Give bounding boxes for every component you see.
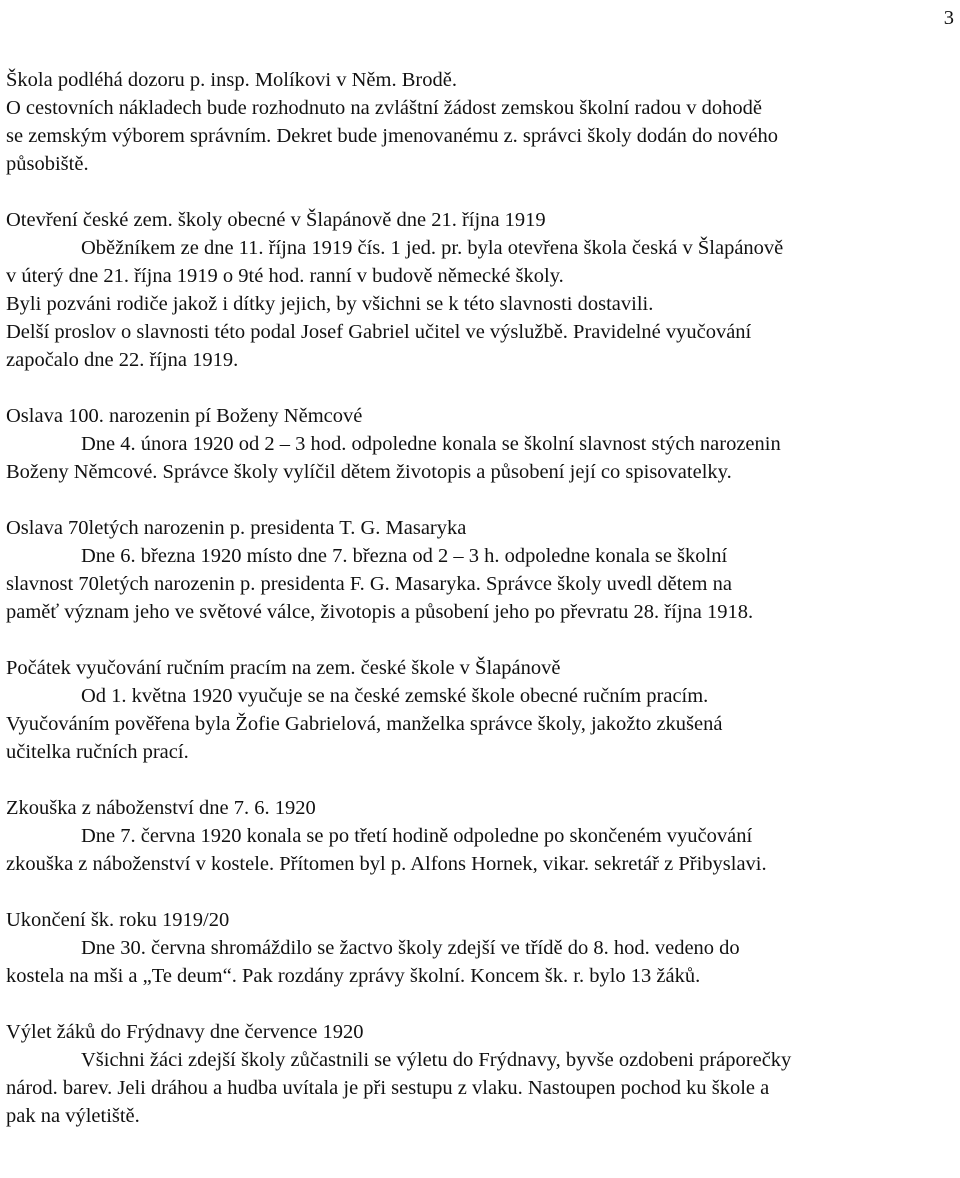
text-line: pak na výletiště. (6, 1105, 140, 1127)
section-heading: Oslava 70letých narozenin p. presidenta T. G. Masaryka (6, 517, 467, 539)
intro-paragraph (6, 66, 958, 178)
section-heading: Otevření české zem. školy obecné v Šlapánově dne 21. října 1919 (6, 209, 546, 231)
text-line: učitelka ručních prací. (6, 741, 189, 763)
section-handicraft-teaching (6, 654, 958, 766)
text-line: Dne 30. června shromáždilo se žactvo školy zdejší ve třídě do 8. hod. vedeno do (81, 937, 740, 959)
section-heading: Počátek vyučování ručním pracím na zem. české škole v Šlapánově (6, 657, 561, 679)
section-trip-frydnava (6, 1018, 958, 1130)
text-line: v úterý dne 21. října 1919 o 9té hod. ranní v budově německé školy. (6, 265, 564, 287)
text-line: slavnost 70letých narozenin p. presidenta F. G. Masaryka. Správce školy uvedl dětem na (6, 573, 732, 595)
text-line: Vyučováním pověřena byla Žofie Gabrielová, manželka správce školy, jakožto zkušená (6, 713, 723, 735)
text-line: se zemským výborem správním. Dekret bude jmenovanému z. správci školy dodán do nového (6, 125, 778, 147)
text-line: zkouška z náboženství v kostele. Přítomen byl p. Alfons Hornek, vikar. sekretář z Přibyslavi. (6, 853, 767, 875)
text-line: národ. barev. Jeli dráhou a hudba uvítala je při sestupu z vlaku. Nastoupen pochod ku škole a (6, 1077, 770, 1099)
text-line: Dne 4. února 1920 od 2 – 3 hod. odpoledne konala se školní slavnost stých narozenin (81, 433, 781, 455)
text-line: Dne 6. března 1920 místo dne 7. března od 2 – 3 h. odpoledne konala se školní (81, 545, 728, 567)
section-school-year-end (6, 906, 958, 990)
text-line: O cestovních nákladech bude rozhodnuto na zvláštní žádost zemskou školní radou v dohodě (6, 97, 763, 119)
document-body (6, 66, 958, 1158)
section-heading: Výlet žáků do Frýdnavy dne července 1920 (6, 1021, 364, 1043)
text-line: Delší proslov o slavnosti této podal Josef Gabriel učitel ve výslužbě. Pravidelné vyučování (6, 321, 752, 343)
section-heading: Ukončení šk. roku 1919/20 (6, 909, 230, 931)
text-line: paměť význam jeho ve světové válce, životopis a působení jeho po převratu 28. října 1918. (6, 601, 754, 623)
text-line: Všichni žáci zdejší školy zůčastnili se výletu do Frýdnavy, byvše ozdobeni práporečky (81, 1049, 792, 1071)
text-line: Dne 7. června 1920 konala se po třetí hodině odpoledne po skončeném vyučování (81, 825, 753, 847)
section-opening-school (6, 206, 958, 374)
text-line: Byli pozváni rodiče jakož i dítky jejich, by všichni se k této slavnosti dostavili. (6, 293, 654, 315)
text-line: Od 1. května 1920 vyučuje se na české zemské škole obecné ručním pracím. (81, 685, 709, 707)
section-religion-exam (6, 794, 958, 878)
page-number: 3 (943, 7, 954, 29)
text-line: započalo dne 22. října 1919. (6, 349, 239, 371)
text-line: působiště. (6, 153, 89, 175)
text-line: Boženy Němcové. Správce školy vylíčil dětem životopis a působení její co spisovatelky. (6, 461, 732, 483)
section-heading: Oslava 100. narozenin pí Boženy Němcové (6, 405, 363, 427)
text-line: Škola podléhá dozoru p. insp. Molíkovi v Něm. Brodě. (6, 69, 457, 91)
section-heading: Zkouška z náboženství dne 7. 6. 1920 (6, 797, 316, 819)
section-masaryk-celebration (6, 514, 958, 626)
text-line: kostela na mši a „Te deum“. Pak rozdány zprávy školní. Koncem šk. r. bylo 13 žáků. (6, 965, 701, 987)
text-line: Oběžníkem ze dne 11. října 1919 čís. 1 jed. pr. byla otevřena škola česká v Šlapánově (81, 237, 784, 259)
section-nemcova-celebration (6, 402, 958, 486)
